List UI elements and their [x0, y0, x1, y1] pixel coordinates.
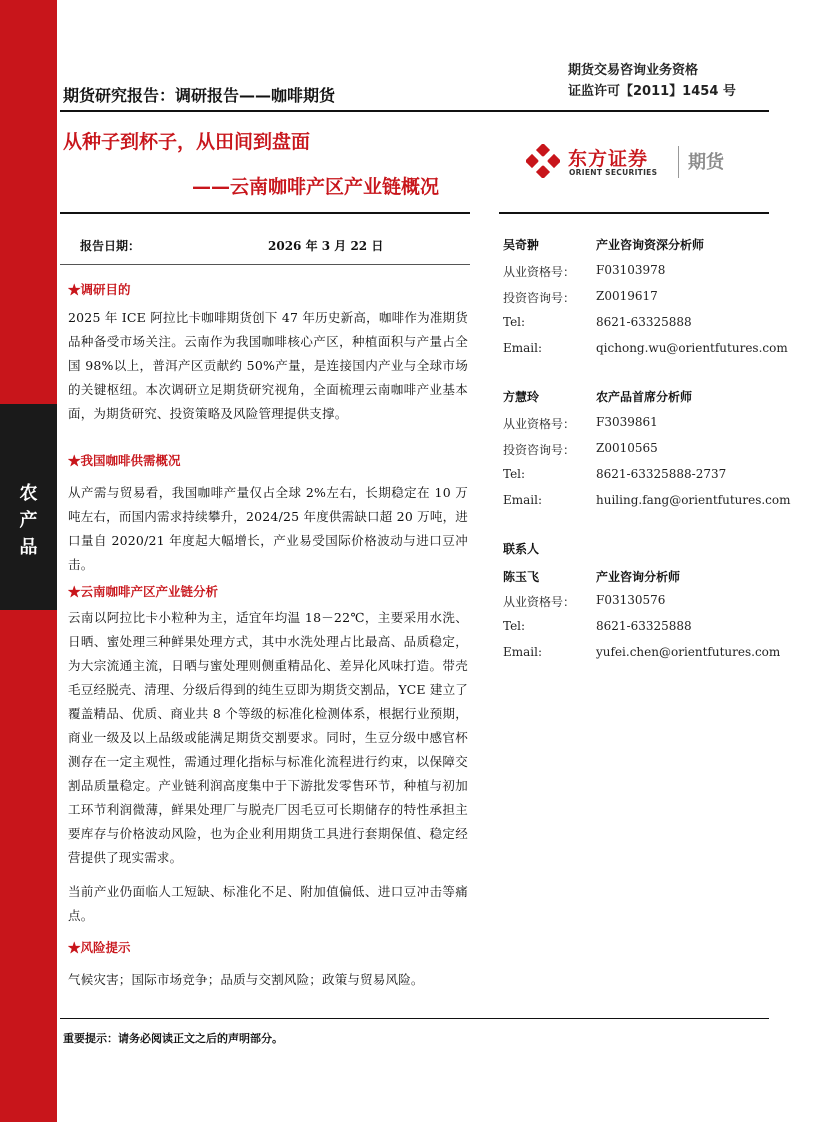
analyst-field-label: Email: — [503, 341, 543, 355]
section-paragraph: 从产需与贸易看，我国咖啡产量仅占全球 2%左右，长期稳定在 10 万吨左右，而国内需求持续攀升，2024/25 年度供需缺口超 20 万吨，进口量自 2020/21 年度起大幅增长，产业易受国际价格波动与进口豆冲击。 — [68, 485, 468, 572]
footer-rule — [60, 1018, 769, 1019]
report-title: 从种子到杯子，从田间到盘面 — [63, 131, 311, 153]
report-date-label: 报告日期： — [80, 239, 141, 253]
contact-title: 产业咨询分析师 — [596, 570, 681, 584]
report-date-value: 2026 年 3 月 22 日 — [268, 239, 384, 253]
analyst-name: 吴奇翀 — [503, 238, 540, 252]
section-heading: ★我国咖啡供需概况 — [68, 453, 181, 468]
section-heading: ★调研目的 — [68, 282, 131, 297]
analyst-field-value: F03103978 — [596, 263, 666, 277]
company-logo — [526, 140, 766, 182]
analyst-field-label: 从业资格号： — [503, 417, 576, 431]
logo-name-cn: 东方证券 — [568, 148, 649, 170]
section-paragraph: 当前产业仍面临人工短缺、标准化不足、附加值偏低、进口豆冲击等痛点。 — [68, 884, 468, 923]
important-notice: 重要提示：请务必阅读正文之后的声明部分。 — [63, 1032, 283, 1045]
section-paragraph: 2025 年 ICE 阿拉比卡咖啡期货创下 47 年历史新高，咖啡作为准期货品种备受市场关注。云南作为我国咖啡核心产区，种植面积与产量占全国 98%以上，普洱产区贡献约 50%产量，是连接国内产业与全球市场的关键枢纽。本次调研立足期货研究视角，全面梳理云南咖啡产业基本面，为期货研究、投资策略及风险管理提供支撑。 — [68, 310, 468, 421]
section-heading: ★云南咖啡产区产业链分析 — [68, 584, 219, 599]
category-char: 产 — [19, 510, 38, 531]
contact-field-value: F03130576 — [596, 593, 666, 607]
contact-field-label: 从业资格号： — [503, 595, 576, 609]
analyst-field-label: 投资咨询号： — [503, 291, 576, 305]
report-subtitle: ——云南咖啡产区产业链概况 — [192, 176, 440, 198]
analyst-title: 农产品首席分析师 — [596, 390, 693, 404]
category-char: 农 — [19, 483, 38, 504]
analyst-field-label: Email: — [503, 493, 543, 507]
category-label — [0, 480, 57, 561]
section-heading: ★风险提示 — [68, 940, 131, 955]
analyst-field-value: 8621-63325888 — [596, 315, 692, 329]
license-line: 证监许可【2011】1454 号 — [568, 84, 736, 99]
contact-field-value: 8621-63325888 — [596, 619, 692, 633]
header-rule — [60, 110, 769, 112]
analyst-field-label: Tel: — [503, 467, 526, 481]
right-rule — [499, 212, 769, 214]
contact-email[interactable]: yufei.chen@orientfutures.com — [596, 645, 781, 659]
contact-field-label: Email: — [503, 645, 543, 659]
analyst-field-value: Z0019617 — [596, 289, 658, 303]
date-rule — [60, 264, 470, 265]
category-char: 品 — [19, 537, 38, 558]
analyst-field-value: F3039861 — [596, 415, 658, 429]
left-rule — [60, 212, 470, 214]
license-info — [568, 60, 736, 102]
logo-division: 期货 — [688, 152, 724, 173]
contact-field-label: Tel: — [503, 619, 526, 633]
analyst-email[interactable]: qichong.wu@orientfutures.com — [596, 341, 788, 355]
section-paragraph: 云南以阿拉比卡小粒种为主，适宜年均温 18－22℃，主要采用水洗、日晒、蜜处理三种鲜果处理方式，其中水洗处理占比最高、品质稳定，为大宗流通主流，日晒与蜜处理则侧重精品化、差异化风味打造。带壳毛豆经脱壳、清理、分级后得到的纯生豆即为期货交割品，YCE 建立了覆盖精品、优质、商业共 8 个等级的标准化检测体系，根据行业预期，商业一级及以上品级或能满足期货交割要求。同时，生豆分级中感官杯测存在一定主观性，需通过理化指标与标准化流程进行约束，以保障交割品质量稳定。产业链利润高度集中于下游批发零售环节，种植与初加工环节利润微薄，鲜果处理厂与脱壳厂因毛豆可长期储存的特性承担主要库存与价格波动风险，也为企业利用期货工具进行套期保值、稳定经营提供了现实需求。 — [68, 610, 468, 865]
analyst-title: 产业咨询资深分析师 — [596, 238, 705, 252]
analyst-field-value: 8621-63325888-2737 — [596, 467, 727, 481]
analyst-field-label: 投资咨询号： — [503, 443, 576, 457]
orient-logo-icon — [526, 144, 560, 178]
section-paragraph: 气候灾害；国际市场竞争；品质与交割风险；政策与贸易风险。 — [68, 972, 424, 987]
license-line: 期货交易咨询业务资格 — [568, 63, 699, 78]
analyst-field-label: 从业资格号： — [503, 265, 576, 279]
logo-name-en: ORIENT SECURITIES — [569, 168, 658, 177]
report-type: 期货研究报告：调研报告——咖啡期货 — [63, 86, 336, 105]
logo-divider — [678, 146, 679, 178]
contact-heading: 联系人 — [503, 542, 540, 556]
analyst-email[interactable]: huiling.fang@orientfutures.com — [596, 493, 791, 507]
contact-name: 陈玉飞 — [503, 570, 540, 584]
analyst-field-label: Tel: — [503, 315, 526, 329]
analyst-field-value: Z0010565 — [596, 441, 658, 455]
analyst-name: 方慧玲 — [503, 390, 540, 404]
